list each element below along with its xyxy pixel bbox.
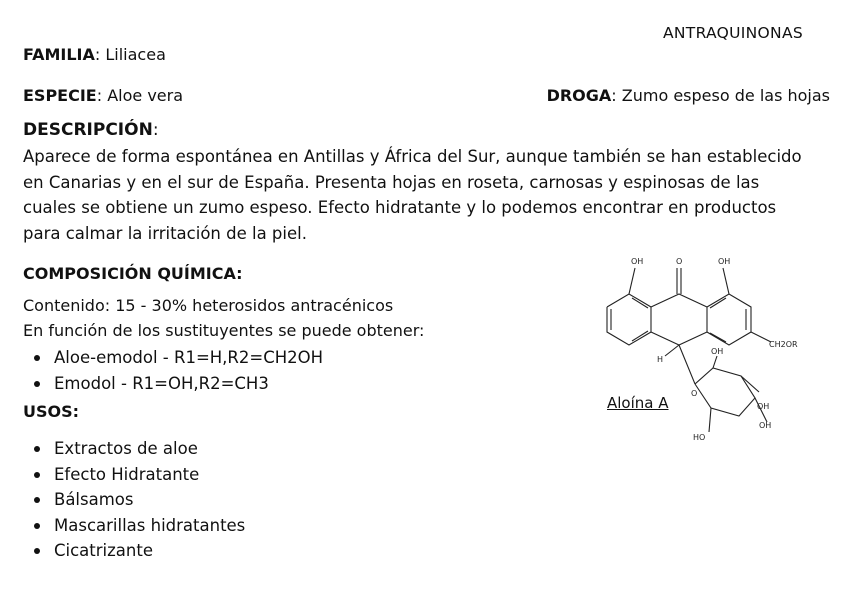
droga-value: : Zumo espeso de las hojas	[611, 86, 830, 105]
sustituyentes-list	[23, 345, 323, 396]
descripcion-line: en Canarias y en el sur de España. Presenta hojas en roseta, carnosas y espinosas de las	[23, 172, 760, 192]
descripcion-heading	[23, 119, 159, 141]
composicion-heading	[23, 264, 243, 283]
aloin-structure-diagram	[595, 252, 810, 447]
descripcion-line: cuales se obtiene un zumo espeso. Efecto hidratante y lo podemos encontrar en productos	[23, 198, 777, 217]
molecule-label: CH2OR	[769, 340, 798, 349]
list-item: Cicatrizante	[23, 538, 245, 564]
composicion-funcion: En función de los sustituyentes se puede obtener:	[23, 321, 425, 340]
composicion-contenido: Contenido: 15 - 30% heterosidos antracénicos	[23, 296, 394, 315]
molecule-label: OH	[631, 257, 644, 266]
list-item: Extractos de aloe	[23, 436, 245, 462]
usos-list	[23, 436, 245, 564]
molecule-label: OH	[718, 257, 731, 266]
figure-caption: Aloína A	[607, 394, 669, 412]
molecule-label: O	[676, 257, 683, 266]
descripcion-line: para calmar la irritación de la piel.	[23, 223, 307, 243]
page-header-title: ANTRAQUINONAS	[663, 24, 803, 42]
familia-label: FAMILIA	[23, 45, 95, 64]
list-item: Emodol - R1=OH,R2=CH3	[23, 371, 323, 397]
familia-line	[23, 45, 166, 65]
molecule-label: OH	[759, 421, 772, 430]
molecule-label: OH	[757, 402, 770, 411]
especie-line	[23, 86, 183, 106]
list-item: Mascarillas hidratantes	[23, 513, 245, 539]
list-item: Bálsamos	[23, 487, 245, 513]
especie-value: : Aloe vera	[96, 86, 184, 105]
composicion-heading-text: COMPOSICIÓN QUÍMICA:	[23, 264, 243, 283]
molecule-label: HO	[693, 433, 706, 442]
usos-heading	[23, 402, 79, 421]
familia-value: : Liliacea	[94, 45, 166, 64]
molecule-label: OH	[711, 347, 724, 356]
molecule-label: H	[657, 355, 664, 364]
descripcion-heading-text: DESCRIPCIÓN	[23, 120, 153, 140]
droga-label: DROGA	[546, 86, 612, 105]
list-item: Aloe-emodol - R1=H,R2=CH2OH	[23, 345, 323, 371]
descripcion-heading-colon: :	[152, 120, 159, 140]
descripcion-line: Aparece de forma espontánea en Antillas y África del Sur, aunque también se han establecido	[23, 147, 802, 166]
descripcion-paragraph	[23, 144, 838, 246]
especie-label: ESPECIE	[23, 86, 97, 105]
usos-heading-text: USOS:	[23, 402, 80, 421]
molecule-label: O	[691, 389, 698, 398]
droga-line	[547, 86, 830, 106]
list-item: Efecto Hidratante	[23, 462, 245, 488]
